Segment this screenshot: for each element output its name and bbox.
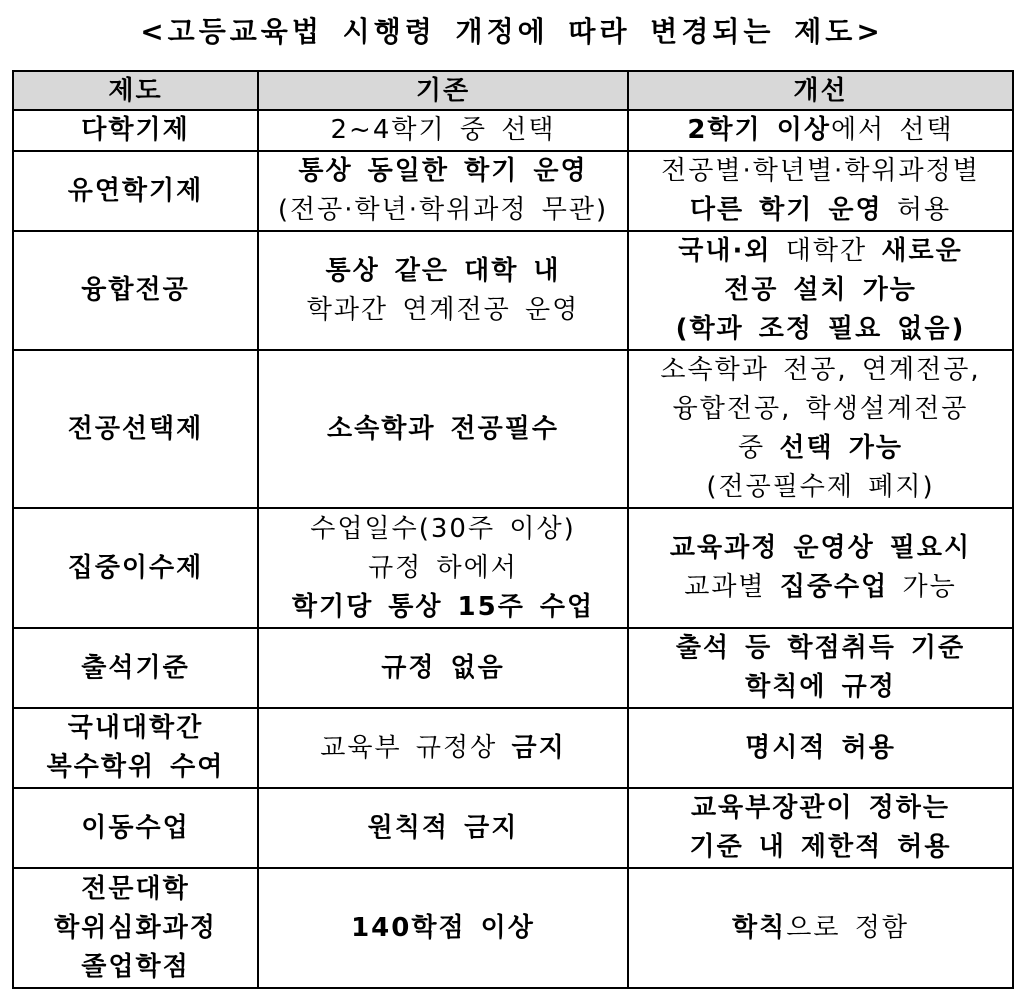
before-line bbox=[263, 111, 623, 150]
after-line bbox=[633, 351, 1008, 390]
cell-system-name bbox=[13, 151, 258, 231]
emphasis-text: 출석 등 학점취득 기준 bbox=[675, 633, 966, 663]
cell-system-name bbox=[13, 628, 258, 708]
plain-text: 학과간 연계전공 운영 bbox=[306, 294, 580, 325]
plain-text: 교과별 bbox=[684, 572, 780, 602]
before-line bbox=[263, 588, 623, 627]
table-row bbox=[13, 708, 1013, 788]
plain-text: 허용 bbox=[882, 195, 952, 225]
emphasis-text: 국내·외 bbox=[678, 236, 772, 266]
after-line bbox=[633, 529, 1008, 568]
before-line bbox=[263, 410, 623, 449]
before-line bbox=[263, 809, 623, 848]
emphasis-text: 통상 동일한 학기 운영 bbox=[298, 156, 588, 186]
table-row bbox=[13, 151, 1013, 231]
after-line bbox=[633, 232, 1008, 271]
emphasis-text: 새로운 bbox=[881, 236, 963, 266]
after-line bbox=[633, 909, 1008, 948]
after-line bbox=[633, 271, 1008, 310]
header-before: 기존 bbox=[258, 71, 628, 110]
plain-text: 대학간 bbox=[771, 236, 882, 266]
emphasis-text: 전공 설치 가능 bbox=[724, 275, 917, 305]
table-title: <고등교육법 시행령 개정에 따라 변경되는 제도> bbox=[140, 15, 884, 48]
before-line bbox=[263, 252, 623, 291]
plain-text: 가능 bbox=[888, 572, 957, 602]
table-row bbox=[13, 788, 1013, 868]
emphasis-text: 학기당 통상 15주 수업 bbox=[291, 591, 595, 622]
cell-after bbox=[628, 151, 1013, 231]
after-line bbox=[633, 390, 1008, 429]
before-line bbox=[263, 549, 623, 588]
system-name-line: 다학기제 bbox=[81, 115, 190, 145]
system-name-line: 집중이수제 bbox=[67, 552, 204, 583]
plain-text: 전공별·학년별·학위과정별 bbox=[661, 156, 980, 186]
cell-before bbox=[258, 350, 628, 508]
cell-after bbox=[628, 508, 1013, 628]
emphasis-text: 원칙적 금지 bbox=[367, 812, 519, 843]
plain-text: (전공필수제 폐지) bbox=[706, 472, 935, 502]
emphasis-text: 학칙 bbox=[732, 912, 787, 943]
cell-before bbox=[258, 868, 628, 988]
system-name-line: 학위심화과정 bbox=[54, 912, 217, 943]
before-line bbox=[263, 191, 623, 230]
cell-system-name bbox=[13, 508, 258, 628]
table-row bbox=[13, 868, 1013, 988]
emphasis-text: 집중수업 bbox=[779, 572, 889, 602]
system-name-line: 전문대학 bbox=[81, 873, 190, 904]
before-line bbox=[263, 510, 623, 549]
table-row bbox=[13, 508, 1013, 628]
before-line bbox=[263, 291, 623, 330]
after-line bbox=[633, 152, 1008, 191]
cell-before bbox=[258, 708, 628, 788]
emphasis-text: 소속학과 전공필수 bbox=[327, 413, 559, 444]
after-line bbox=[633, 668, 1008, 707]
cell-after bbox=[628, 708, 1013, 788]
plain-text: 융합전공, 학생설계전공 bbox=[672, 394, 969, 424]
after-line bbox=[633, 568, 1008, 607]
before-line bbox=[263, 152, 623, 191]
cell-after bbox=[628, 868, 1013, 988]
emphasis-text: 2학기 이상 bbox=[687, 115, 831, 145]
emphasis-text: 다른 학기 운영 bbox=[689, 195, 883, 225]
cell-before bbox=[258, 628, 628, 708]
header-system: 제도 bbox=[13, 71, 258, 110]
system-name-line: 이동수업 bbox=[81, 812, 190, 843]
cell-system-name bbox=[13, 231, 258, 350]
table-row bbox=[13, 628, 1013, 708]
emphasis-text: 교육부장관이 정하는 bbox=[690, 793, 951, 823]
emphasis-text: 학칙에 규정 bbox=[745, 672, 896, 702]
cell-system-name bbox=[13, 110, 258, 151]
plain-text: (전공·학년·학위과정 무관) bbox=[277, 195, 609, 225]
system-name-line: 융합전공 bbox=[81, 275, 190, 305]
cell-after bbox=[628, 628, 1013, 708]
plain-text: 중 bbox=[738, 433, 780, 463]
cell-after bbox=[628, 231, 1013, 350]
emphasis-text: 명시적 허용 bbox=[745, 732, 896, 763]
plain-text: 규정 하에서 bbox=[368, 552, 518, 583]
after-line bbox=[633, 310, 1008, 349]
plain-text: 으로 정함 bbox=[786, 912, 909, 943]
after-line bbox=[633, 429, 1008, 468]
system-name-line: 출석기준 bbox=[81, 652, 190, 683]
after-line bbox=[633, 789, 1008, 828]
cell-before bbox=[258, 788, 628, 868]
table-row bbox=[13, 110, 1013, 151]
system-name-line: 유연학기제 bbox=[67, 175, 204, 206]
emphasis-text: (학과 조정 필요 없음) bbox=[675, 314, 966, 344]
cell-after bbox=[628, 350, 1013, 508]
table-body bbox=[13, 110, 1013, 988]
comparison-table bbox=[12, 70, 1014, 989]
after-line bbox=[633, 629, 1008, 668]
plain-text: 교육부 규정상 bbox=[320, 732, 512, 763]
cell-before bbox=[258, 508, 628, 628]
table-row bbox=[13, 231, 1013, 350]
cell-before bbox=[258, 151, 628, 231]
after-line bbox=[633, 729, 1008, 768]
table-row bbox=[13, 350, 1013, 508]
plain-text: 2~4학기 중 선택 bbox=[330, 115, 556, 145]
after-line bbox=[633, 191, 1008, 230]
after-line bbox=[633, 828, 1008, 867]
cell-before bbox=[258, 231, 628, 350]
after-line bbox=[633, 111, 1008, 150]
plain-text: 에서 선택 bbox=[830, 115, 954, 145]
system-name-line: 전공선택제 bbox=[67, 413, 204, 444]
cell-system-name bbox=[13, 708, 258, 788]
emphasis-text: 선택 가능 bbox=[779, 433, 903, 463]
system-name-line: 국내대학간 bbox=[67, 713, 204, 743]
system-name-line: 졸업학점 bbox=[81, 951, 190, 982]
emphasis-text: 교육과정 운영상 필요시 bbox=[669, 533, 972, 563]
cell-after bbox=[628, 788, 1013, 868]
system-name-line: 복수학위 수여 bbox=[46, 752, 225, 782]
before-line bbox=[263, 729, 623, 768]
after-line bbox=[633, 468, 1008, 507]
emphasis-text: 규정 없음 bbox=[381, 652, 505, 683]
cell-system-name bbox=[13, 868, 258, 988]
emphasis-text: 금지 bbox=[511, 732, 566, 763]
cell-system-name bbox=[13, 788, 258, 868]
cell-before bbox=[258, 110, 628, 151]
cell-system-name bbox=[13, 350, 258, 508]
emphasis-text: 기준 내 제한적 허용 bbox=[689, 832, 952, 862]
before-line bbox=[263, 909, 623, 948]
emphasis-text: 통상 같은 대학 내 bbox=[325, 255, 561, 286]
table-header-row bbox=[13, 71, 1013, 110]
plain-text: 수업일수(30주 이상) bbox=[310, 513, 576, 544]
before-line bbox=[263, 649, 623, 688]
cell-after bbox=[628, 110, 1013, 151]
header-after: 개선 bbox=[628, 71, 1013, 110]
emphasis-text: 140학점 이상 bbox=[351, 912, 535, 943]
plain-text: 소속학과 전공, 연계전공, bbox=[660, 355, 981, 385]
